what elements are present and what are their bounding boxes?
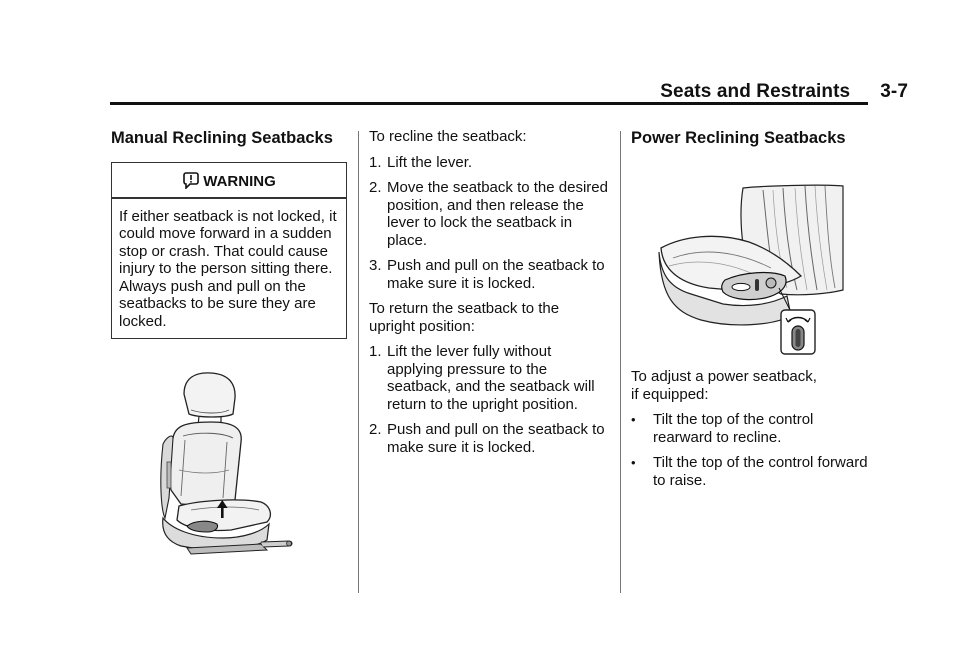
step-number: 2. xyxy=(369,421,382,438)
step-number: 1. xyxy=(369,343,382,360)
recline-intro: To recline the seatback: xyxy=(369,128,527,145)
step-number: 3. xyxy=(369,257,382,274)
upright-step-2 xyxy=(369,421,609,456)
bullet-icon: • xyxy=(631,455,636,470)
recline-step-3 xyxy=(369,257,609,292)
power-bullet-1 xyxy=(631,411,871,446)
upright-step-1 xyxy=(369,343,609,413)
upright-intro: To return the seatback to the upright position: xyxy=(369,300,560,335)
warning-header xyxy=(119,171,340,195)
warning-box xyxy=(111,162,347,339)
step-text: Push and pull on the seatback to make sure it is locked. xyxy=(387,257,605,292)
warning-divider xyxy=(112,197,346,199)
header-rule xyxy=(110,102,868,105)
page-number: 3-7 xyxy=(880,81,908,102)
bullet-icon: • xyxy=(631,412,636,427)
warning-text: If either seatback is not locked, it could move forward in a sudden stop or crash. That could cause injury to the person sitting there. Always push and pull on the seatbacks to be sure they are locked. xyxy=(119,207,337,330)
manual-seat-illustration xyxy=(111,370,347,560)
bullet-text: Tilt the top of the control forward to raise. xyxy=(653,454,868,489)
recline-step-2 xyxy=(369,179,609,249)
warning-label: WARNING xyxy=(203,173,276,190)
step-text: Lift the lever. xyxy=(387,153,473,171)
recline-step-1 xyxy=(369,154,609,172)
column-power-reclining xyxy=(631,128,871,497)
step-text: Lift the lever fully without applying pressure to the seatback, and the seatback will return to the upright position. xyxy=(387,343,595,413)
heading-manual-reclining: Manual Reclining Seatbacks xyxy=(111,129,333,147)
power-bullet-2 xyxy=(631,454,871,489)
step-text: Move the seatback to the desired position, and then release the lever to lock the seatback in place. xyxy=(387,179,608,249)
step-number: 1. xyxy=(369,153,382,171)
heading-power-reclining: Power Reclining Seatbacks xyxy=(631,129,846,147)
warning-caution-icon xyxy=(183,171,199,189)
column-manual-reclining xyxy=(111,128,347,560)
step-text: Push and pull on the seatback to make sure it is locked. xyxy=(387,421,605,456)
bullet-text: Tilt the top of the control rearward to recline. xyxy=(653,411,814,446)
column-divider-1 xyxy=(358,131,359,593)
page-header xyxy=(660,81,908,103)
section-title: Seats and Restraints xyxy=(660,81,851,102)
column-recline-instructions xyxy=(369,128,609,464)
warning-body xyxy=(119,208,340,331)
column-divider-2 xyxy=(620,131,621,593)
step-number: 2. xyxy=(369,179,382,196)
power-adjust-intro: To adjust a power seatback, if equipped: xyxy=(631,368,817,403)
power-seat-control-illustration xyxy=(631,166,871,356)
